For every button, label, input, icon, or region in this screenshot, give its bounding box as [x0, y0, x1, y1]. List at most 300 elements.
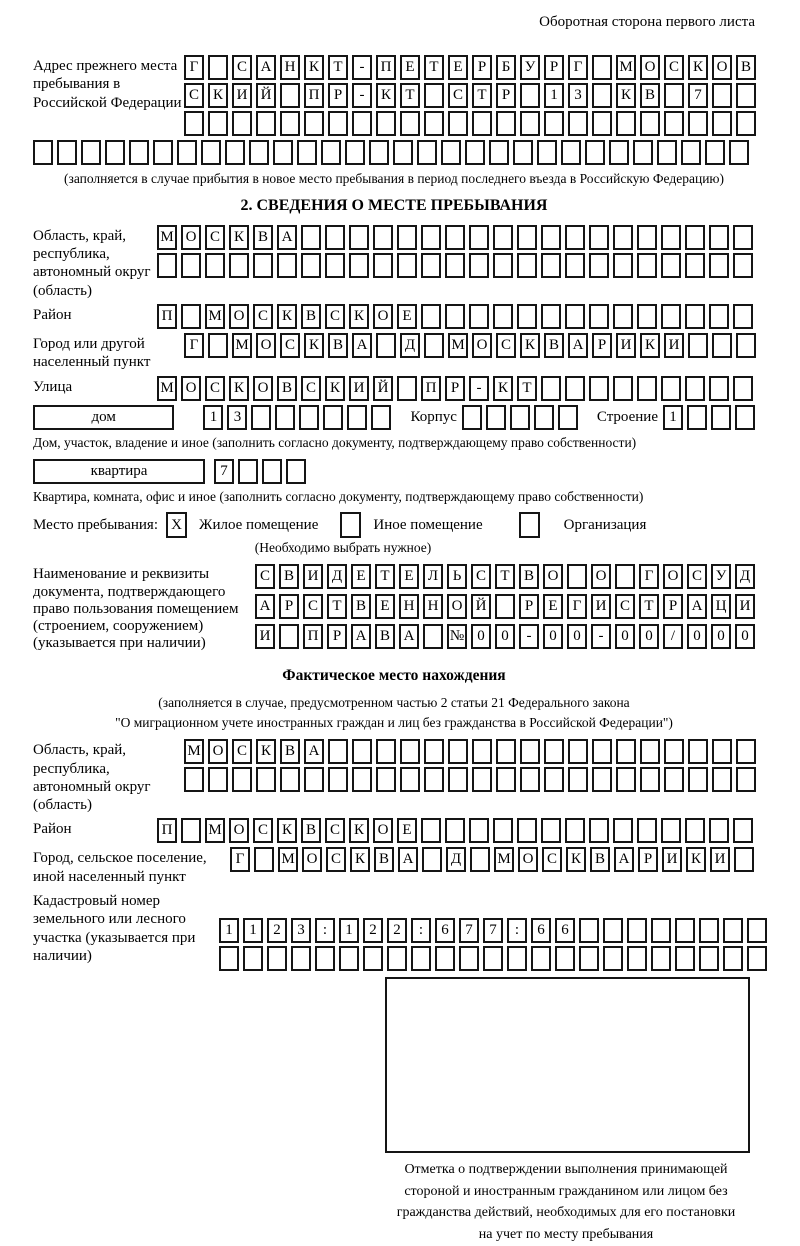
char-cell[interactable]: Т [328, 55, 348, 80]
char-cell[interactable] [510, 405, 530, 430]
char-cell[interactable] [637, 376, 657, 401]
char-cell[interactable] [304, 111, 324, 136]
char-cell[interactable]: 6 [435, 918, 455, 943]
char-cell[interactable] [238, 459, 258, 484]
char-cell[interactable]: Б [496, 55, 516, 80]
char-cell[interactable] [567, 564, 587, 589]
char-cell[interactable] [640, 739, 660, 764]
char-cell[interactable] [423, 624, 443, 649]
char-cell[interactable] [736, 767, 756, 792]
char-cell[interactable] [397, 376, 417, 401]
char-cell[interactable]: К [229, 225, 249, 250]
char-cell[interactable]: П [376, 55, 396, 80]
char-cell[interactable]: П [157, 818, 177, 843]
char-cell[interactable]: Р [472, 55, 492, 80]
char-cell[interactable] [352, 739, 372, 764]
checkbox-organization[interactable] [519, 512, 540, 538]
char-cell[interactable] [371, 405, 391, 430]
char-cell[interactable]: 0 [639, 624, 659, 649]
char-cell[interactable]: С [301, 376, 321, 401]
char-cell[interactable] [709, 304, 729, 329]
char-cell[interactable]: Р [279, 594, 299, 619]
char-cell[interactable]: И [710, 847, 730, 872]
char-cell[interactable] [493, 304, 513, 329]
char-cell[interactable] [424, 83, 444, 108]
char-cell[interactable] [723, 946, 743, 971]
char-cell[interactable] [400, 767, 420, 792]
char-cell[interactable] [520, 767, 540, 792]
char-cell[interactable] [613, 253, 633, 278]
char-cell[interactable] [315, 946, 335, 971]
char-cell[interactable] [424, 767, 444, 792]
char-cell[interactable] [81, 140, 101, 165]
char-cell[interactable] [592, 767, 612, 792]
char-cell[interactable]: Е [397, 818, 417, 843]
char-cell[interactable] [544, 739, 564, 764]
char-cell[interactable]: Е [399, 564, 419, 589]
char-cell[interactable]: / [663, 624, 683, 649]
char-cell[interactable] [688, 739, 708, 764]
char-cell[interactable] [208, 767, 228, 792]
char-cell[interactable] [613, 376, 633, 401]
char-cell[interactable]: В [301, 304, 321, 329]
char-cell[interactable] [373, 225, 393, 250]
char-cell[interactable] [709, 376, 729, 401]
char-cell[interactable]: О [712, 55, 732, 80]
char-cell[interactable] [520, 83, 540, 108]
char-cell[interactable] [232, 111, 252, 136]
char-cell[interactable]: У [520, 55, 540, 80]
char-cell[interactable]: 7 [214, 459, 234, 484]
char-cell[interactable] [699, 918, 719, 943]
char-cell[interactable]: Р [496, 83, 516, 108]
char-cell[interactable]: М [157, 225, 177, 250]
char-cell[interactable] [397, 253, 417, 278]
char-cell[interactable] [256, 111, 276, 136]
char-cell[interactable]: Е [375, 594, 395, 619]
char-cell[interactable]: М [278, 847, 298, 872]
char-cell[interactable] [400, 739, 420, 764]
char-cell[interactable]: 0 [543, 624, 563, 649]
char-cell[interactable]: К [277, 818, 297, 843]
char-cell[interactable]: О [229, 818, 249, 843]
char-cell[interactable]: О [591, 564, 611, 589]
char-cell[interactable]: В [253, 225, 273, 250]
char-cell[interactable] [421, 818, 441, 843]
char-cell[interactable] [592, 83, 612, 108]
char-cell[interactable] [105, 140, 125, 165]
char-cell[interactable]: Д [735, 564, 755, 589]
char-cell[interactable]: К [304, 333, 324, 358]
char-cell[interactable]: А [351, 624, 371, 649]
char-cell[interactable]: О [472, 333, 492, 358]
char-cell[interactable] [661, 818, 681, 843]
char-cell[interactable] [496, 111, 516, 136]
char-cell[interactable] [688, 767, 708, 792]
char-cell[interactable] [267, 946, 287, 971]
char-cell[interactable]: С [205, 225, 225, 250]
char-cell[interactable] [469, 225, 489, 250]
char-cell[interactable]: Г [567, 594, 587, 619]
char-cell[interactable]: П [303, 624, 323, 649]
char-cell[interactable] [421, 253, 441, 278]
char-cell[interactable]: О [543, 564, 563, 589]
char-cell[interactable]: И [735, 594, 755, 619]
char-cell[interactable]: М [616, 55, 636, 80]
char-cell[interactable]: О [181, 225, 201, 250]
char-cell[interactable]: С [184, 83, 204, 108]
char-cell[interactable] [664, 111, 684, 136]
char-cell[interactable]: О [640, 55, 660, 80]
char-cell[interactable]: А [399, 624, 419, 649]
char-cell[interactable]: В [301, 818, 321, 843]
char-cell[interactable]: И [349, 376, 369, 401]
char-cell[interactable]: 0 [567, 624, 587, 649]
char-cell[interactable] [232, 767, 252, 792]
char-cell[interactable]: 2 [267, 918, 287, 943]
char-cell[interactable] [291, 946, 311, 971]
char-cell[interactable] [736, 739, 756, 764]
char-cell[interactable] [603, 946, 623, 971]
char-cell[interactable] [685, 225, 705, 250]
char-cell[interactable] [280, 767, 300, 792]
char-cell[interactable] [435, 946, 455, 971]
char-cell[interactable] [517, 304, 537, 329]
char-cell[interactable] [592, 55, 612, 80]
char-cell[interactable]: В [374, 847, 394, 872]
char-cell[interactable]: С [471, 564, 491, 589]
char-cell[interactable] [603, 918, 623, 943]
char-cell[interactable]: О [256, 333, 276, 358]
char-cell[interactable]: 1 [243, 918, 263, 943]
char-cell[interactable] [555, 946, 575, 971]
char-cell[interactable] [328, 739, 348, 764]
char-cell[interactable] [709, 253, 729, 278]
char-cell[interactable]: В [590, 847, 610, 872]
char-cell[interactable] [541, 253, 561, 278]
char-cell[interactable]: С [280, 333, 300, 358]
char-cell[interactable] [712, 333, 732, 358]
char-cell[interactable]: М [205, 304, 225, 329]
char-cell[interactable] [520, 111, 540, 136]
char-cell[interactable]: К [349, 818, 369, 843]
char-cell[interactable]: К [349, 304, 369, 329]
char-cell[interactable] [352, 111, 372, 136]
char-cell[interactable]: 0 [615, 624, 635, 649]
char-cell[interactable]: К [229, 376, 249, 401]
char-cell[interactable] [472, 767, 492, 792]
char-cell[interactable] [208, 55, 228, 80]
char-cell[interactable] [541, 225, 561, 250]
char-cell[interactable] [736, 333, 756, 358]
char-cell[interactable] [589, 225, 609, 250]
char-cell[interactable]: К [376, 83, 396, 108]
char-cell[interactable]: М [494, 847, 514, 872]
char-cell[interactable] [57, 140, 77, 165]
char-cell[interactable] [633, 140, 653, 165]
char-cell[interactable] [637, 818, 657, 843]
char-cell[interactable]: Г [184, 333, 204, 358]
char-cell[interactable] [734, 847, 754, 872]
char-cell[interactable] [637, 225, 657, 250]
char-cell[interactable] [592, 739, 612, 764]
char-cell[interactable]: Г [568, 55, 588, 80]
char-cell[interactable]: С [664, 55, 684, 80]
char-cell[interactable]: 7 [459, 918, 479, 943]
char-cell[interactable]: М [232, 333, 252, 358]
char-cell[interactable] [243, 946, 263, 971]
char-cell[interactable] [205, 253, 225, 278]
char-cell[interactable]: 1 [339, 918, 359, 943]
char-cell[interactable] [273, 140, 293, 165]
char-cell[interactable] [229, 253, 249, 278]
char-cell[interactable] [496, 767, 516, 792]
char-cell[interactable]: С [303, 594, 323, 619]
char-cell[interactable] [422, 847, 442, 872]
char-cell[interactable] [661, 253, 681, 278]
char-cell[interactable] [373, 253, 393, 278]
char-cell[interactable] [470, 847, 490, 872]
char-cell[interactable] [345, 140, 365, 165]
char-cell[interactable]: - [469, 376, 489, 401]
char-cell[interactable] [699, 946, 719, 971]
char-cell[interactable] [613, 818, 633, 843]
char-cell[interactable]: В [279, 564, 299, 589]
char-cell[interactable]: Р [327, 624, 347, 649]
char-cell[interactable] [733, 225, 753, 250]
char-cell[interactable] [325, 253, 345, 278]
char-cell[interactable] [589, 818, 609, 843]
char-cell[interactable] [280, 111, 300, 136]
char-cell[interactable] [531, 946, 551, 971]
char-cell[interactable]: М [448, 333, 468, 358]
char-cell[interactable]: О [373, 818, 393, 843]
char-cell[interactable] [517, 818, 537, 843]
char-cell[interactable]: Р [445, 376, 465, 401]
char-cell[interactable] [565, 376, 585, 401]
char-cell[interactable]: К [350, 847, 370, 872]
char-cell[interactable]: М [157, 376, 177, 401]
char-cell[interactable] [129, 140, 149, 165]
char-cell[interactable] [201, 140, 221, 165]
char-cell[interactable]: Й [256, 83, 276, 108]
char-cell[interactable]: 7 [688, 83, 708, 108]
char-cell[interactable] [568, 739, 588, 764]
char-cell[interactable] [517, 225, 537, 250]
char-cell[interactable]: С [326, 847, 346, 872]
char-cell[interactable]: М [205, 818, 225, 843]
char-cell[interactable]: С [253, 304, 273, 329]
char-cell[interactable] [615, 564, 635, 589]
char-cell[interactable] [393, 140, 413, 165]
char-cell[interactable] [493, 225, 513, 250]
char-cell[interactable]: К [325, 376, 345, 401]
char-cell[interactable] [681, 140, 701, 165]
char-cell[interactable]: Д [446, 847, 466, 872]
char-cell[interactable]: Т [327, 594, 347, 619]
char-cell[interactable] [424, 111, 444, 136]
char-cell[interactable] [651, 946, 671, 971]
char-cell[interactable]: Т [375, 564, 395, 589]
char-cell[interactable] [664, 739, 684, 764]
char-cell[interactable] [441, 140, 461, 165]
char-cell[interactable]: К [256, 739, 276, 764]
char-cell[interactable]: О [208, 739, 228, 764]
char-cell[interactable]: Т [495, 564, 515, 589]
char-cell[interactable]: И [303, 564, 323, 589]
char-cell[interactable] [208, 111, 228, 136]
char-cell[interactable]: Д [327, 564, 347, 589]
char-cell[interactable]: В [736, 55, 756, 80]
char-cell[interactable]: Т [400, 83, 420, 108]
char-cell[interactable]: : [411, 918, 431, 943]
char-cell[interactable]: 1 [219, 918, 239, 943]
char-cell[interactable] [627, 946, 647, 971]
char-cell[interactable]: Й [471, 594, 491, 619]
char-cell[interactable]: Г [639, 564, 659, 589]
char-cell[interactable] [541, 818, 561, 843]
char-cell[interactable] [685, 818, 705, 843]
char-cell[interactable]: О [181, 376, 201, 401]
char-cell[interactable] [493, 818, 513, 843]
char-cell[interactable]: Р [663, 594, 683, 619]
char-cell[interactable]: С [496, 333, 516, 358]
char-cell[interactable] [445, 225, 465, 250]
checkbox-residential[interactable]: X [166, 512, 187, 538]
char-cell[interactable] [349, 253, 369, 278]
char-cell[interactable] [735, 405, 755, 430]
char-cell[interactable]: А [255, 594, 275, 619]
char-cell[interactable]: К [640, 333, 660, 358]
char-cell[interactable] [352, 767, 372, 792]
char-cell[interactable] [275, 405, 295, 430]
char-cell[interactable]: О [253, 376, 273, 401]
char-cell[interactable]: 6 [555, 918, 575, 943]
char-cell[interactable] [489, 140, 509, 165]
char-cell[interactable] [541, 304, 561, 329]
char-cell[interactable]: 0 [687, 624, 707, 649]
char-cell[interactable] [301, 253, 321, 278]
char-cell[interactable] [256, 767, 276, 792]
char-cell[interactable] [723, 918, 743, 943]
char-cell[interactable] [424, 333, 444, 358]
char-cell[interactable]: И [255, 624, 275, 649]
char-cell[interactable] [421, 304, 441, 329]
char-cell[interactable]: Ь [447, 564, 467, 589]
char-cell[interactable] [616, 767, 636, 792]
char-cell[interactable] [579, 918, 599, 943]
char-cell[interactable] [417, 140, 437, 165]
char-cell[interactable]: 0 [711, 624, 731, 649]
char-cell[interactable] [565, 225, 585, 250]
char-cell[interactable] [609, 140, 629, 165]
char-cell[interactable]: К [277, 304, 297, 329]
char-cell[interactable]: С [205, 376, 225, 401]
char-cell[interactable]: № [447, 624, 467, 649]
char-cell[interactable]: П [421, 376, 441, 401]
char-cell[interactable] [286, 459, 306, 484]
char-cell[interactable] [363, 946, 383, 971]
char-cell[interactable] [448, 767, 468, 792]
char-cell[interactable] [486, 405, 506, 430]
char-cell[interactable]: С [687, 564, 707, 589]
char-cell[interactable] [376, 333, 396, 358]
char-cell[interactable] [301, 225, 321, 250]
char-cell[interactable] [661, 225, 681, 250]
char-cell[interactable] [254, 847, 274, 872]
char-cell[interactable]: С [448, 83, 468, 108]
char-cell[interactable] [688, 111, 708, 136]
char-cell[interactable]: : [507, 918, 527, 943]
char-cell[interactable]: 2 [363, 918, 383, 943]
char-cell[interactable]: Е [397, 304, 417, 329]
char-cell[interactable] [685, 376, 705, 401]
char-cell[interactable]: С [232, 739, 252, 764]
char-cell[interactable] [469, 304, 489, 329]
char-cell[interactable] [277, 253, 297, 278]
char-cell[interactable] [181, 818, 201, 843]
char-cell[interactable] [465, 140, 485, 165]
char-cell[interactable] [544, 767, 564, 792]
char-cell[interactable] [462, 405, 482, 430]
char-cell[interactable]: О [229, 304, 249, 329]
char-cell[interactable] [664, 767, 684, 792]
char-cell[interactable] [513, 140, 533, 165]
char-cell[interactable]: Р [638, 847, 658, 872]
char-cell[interactable]: И [662, 847, 682, 872]
char-cell[interactable]: Ц [711, 594, 731, 619]
char-cell[interactable]: - [591, 624, 611, 649]
char-cell[interactable] [339, 946, 359, 971]
char-cell[interactable] [687, 405, 707, 430]
char-cell[interactable] [299, 405, 319, 430]
char-cell[interactable] [589, 304, 609, 329]
char-cell[interactable] [712, 111, 732, 136]
char-cell[interactable]: Е [543, 594, 563, 619]
char-cell[interactable] [397, 225, 417, 250]
char-cell[interactable] [208, 333, 228, 358]
char-cell[interactable]: К [566, 847, 586, 872]
char-cell[interactable]: О [518, 847, 538, 872]
house-type-box[interactable]: дом [33, 405, 174, 430]
char-cell[interactable] [376, 111, 396, 136]
char-cell[interactable]: К [688, 55, 708, 80]
char-cell[interactable]: У [711, 564, 731, 589]
char-cell[interactable]: В [640, 83, 660, 108]
char-cell[interactable]: К [304, 55, 324, 80]
char-cell[interactable]: С [615, 594, 635, 619]
char-cell[interactable] [181, 304, 201, 329]
char-cell[interactable] [627, 918, 647, 943]
char-cell[interactable]: В [277, 376, 297, 401]
char-cell[interactable]: П [304, 83, 324, 108]
char-cell[interactable] [613, 304, 633, 329]
char-cell[interactable] [347, 405, 367, 430]
char-cell[interactable]: Н [399, 594, 419, 619]
char-cell[interactable] [733, 376, 753, 401]
char-cell[interactable]: А [687, 594, 707, 619]
char-cell[interactable] [544, 111, 564, 136]
char-cell[interactable]: Д [400, 333, 420, 358]
char-cell[interactable]: Л [423, 564, 443, 589]
char-cell[interactable]: А [277, 225, 297, 250]
char-cell[interactable] [568, 111, 588, 136]
char-cell[interactable]: О [302, 847, 322, 872]
char-cell[interactable]: 1 [203, 405, 223, 430]
char-cell[interactable] [616, 739, 636, 764]
char-cell[interactable] [517, 253, 537, 278]
char-cell[interactable] [325, 225, 345, 250]
